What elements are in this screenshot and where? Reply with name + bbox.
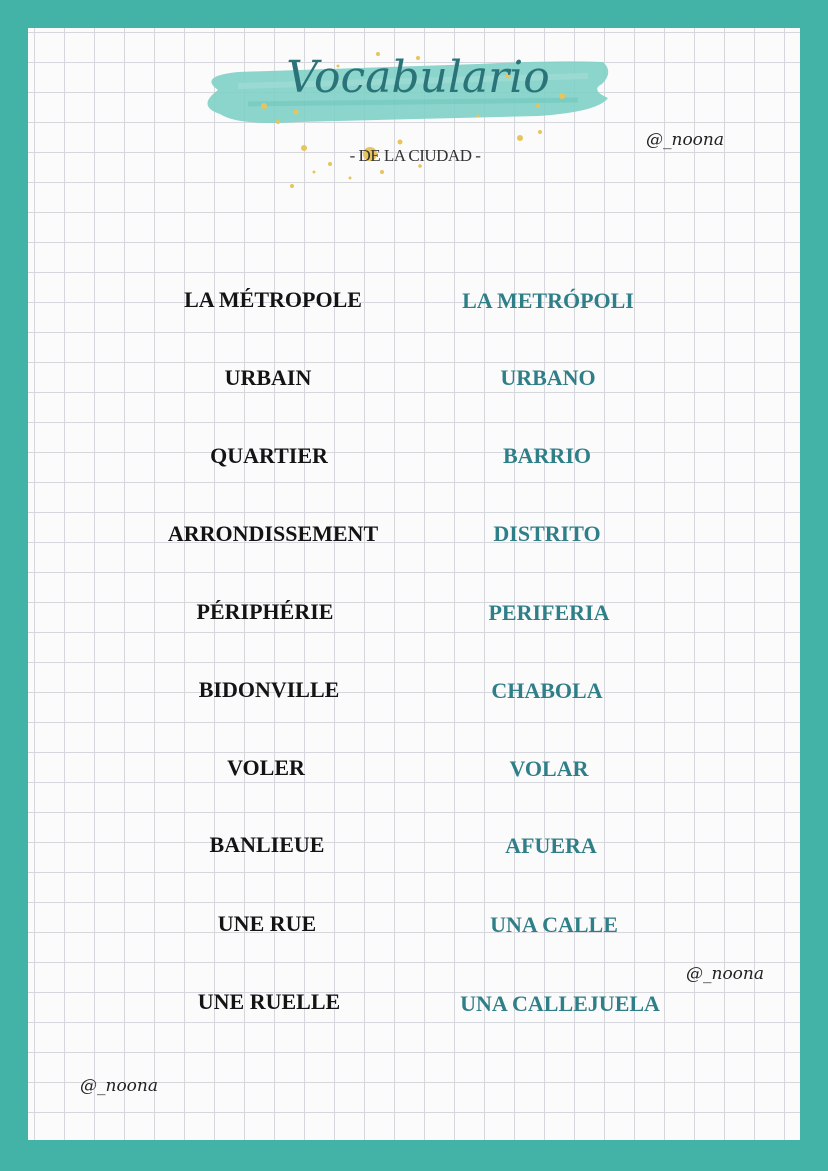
spanish-word: URBANO xyxy=(500,365,596,390)
spanish-word: CHABOLA xyxy=(491,678,603,703)
spanish-word: UNA CALLEJUELA xyxy=(460,991,660,1016)
spanish-word: PERIFERIA xyxy=(488,600,610,625)
french-word: BANLIEUE xyxy=(209,832,325,857)
spanish-word: UNA CALLE xyxy=(490,912,618,937)
spanish-word: LA METRÓPOLI xyxy=(462,288,634,313)
watermark-handle-bottom: @_noona xyxy=(80,1076,159,1096)
french-word: VOLER xyxy=(227,755,305,780)
spanish-word: AFUERA xyxy=(505,833,597,858)
page-title: Vocabulario xyxy=(286,52,550,103)
spanish-word: DISTRITO xyxy=(493,521,601,546)
french-word: UNE RUELLE xyxy=(197,989,341,1014)
spanish-word: VOLAR xyxy=(509,756,589,781)
french-word: BIDONVILLE xyxy=(198,677,340,702)
french-word: URBAIN xyxy=(224,365,312,390)
french-word: ARRONDISSEMENT xyxy=(167,521,379,546)
page-subtitle: - DE LA CIUDAD - xyxy=(349,146,481,165)
spanish-word: BARRIO xyxy=(502,443,591,468)
french-word: QUARTIER xyxy=(210,443,328,468)
watermark-handle-right: @_noona xyxy=(686,964,765,984)
watermark-handle-top: @_noona xyxy=(646,130,725,150)
french-word: PÉRIPHÉRIE xyxy=(196,599,334,624)
french-word: UNE RUE xyxy=(217,911,317,936)
french-word: LA MÉTROPOLE xyxy=(184,287,362,312)
